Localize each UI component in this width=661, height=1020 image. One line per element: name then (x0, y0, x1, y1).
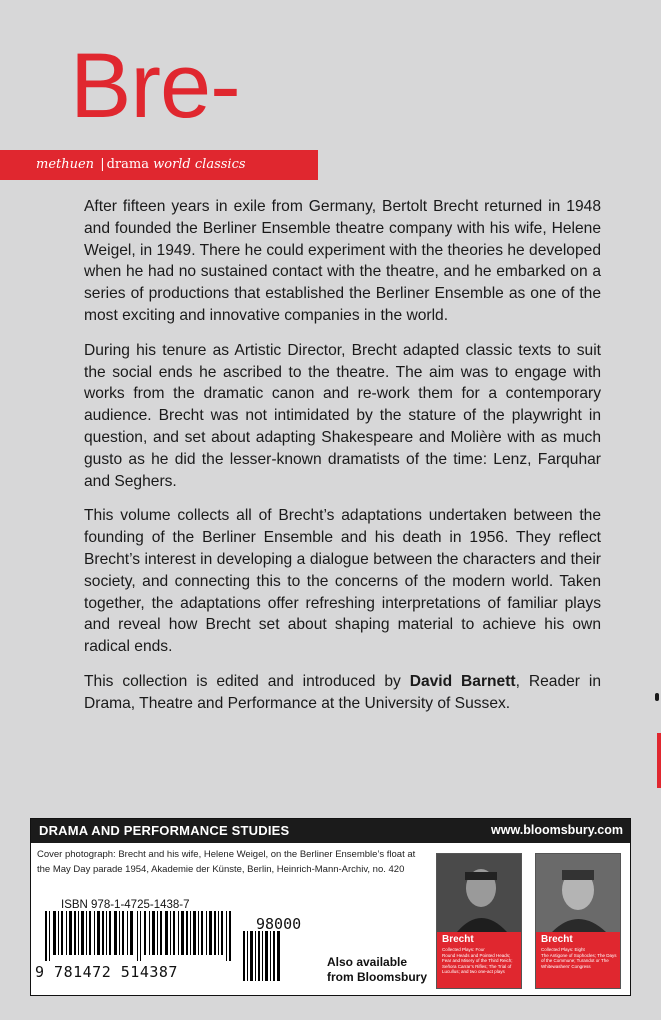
related-book-title: Brecht (442, 934, 474, 945)
book-cover-photo (437, 854, 521, 932)
related-book-cover[interactable] (535, 853, 621, 989)
editor-name: David Barnett (409, 672, 516, 690)
book-title: Bre- (70, 35, 240, 137)
barcode-digits: 9 781472 514387 (35, 963, 178, 981)
related-book-subtitle (541, 947, 617, 969)
blurb (84, 196, 601, 728)
edge-dot (655, 693, 659, 701)
portrait-image (437, 854, 521, 932)
publisher-website[interactable]: www.bloomsbury.com (491, 823, 623, 837)
related-book-subtitle (442, 947, 518, 975)
book-cover-photo (536, 854, 620, 932)
blurb-paragraph: After fifteen years in exile from Germany, Bertolt Brecht returned in 1948 and founded the Berliner Ensemble theatre company with his wife, Helene Weigel, in 1949. There he could experiment with the theories he developed when he had no sustained contact with the theatre, and he embarked on a series of productions that established the Berliner Ensemble as one of the most exciting and innovative companies in the world. (84, 198, 601, 324)
series-label (36, 157, 246, 172)
photo-credit: Cover photograph: Brecht and his wife, Helene Weigel, on the Berliner Ensemble’s float at the May Day parade 1954, Akademie der Künste, Berlin, Heinrich-Mann-Archiv, no. 420 (37, 849, 416, 875)
editor-affiliation: , Reader in Drama, Theatre and Performance at the University of Sussex. (84, 672, 601, 712)
editor-paragraph (84, 671, 601, 715)
editor-intro: This collection is edited and introduced by (84, 672, 410, 690)
series-drama: drama (106, 157, 149, 172)
back-cover-footer (30, 818, 631, 996)
category-label: DRAMA AND PERFORMANCE STUDIES (39, 823, 290, 838)
series-publisher: methuen (36, 157, 95, 172)
edge-mark (655, 693, 661, 793)
price-barcode (243, 931, 283, 981)
related-book-plays: The Antigone of Sophocles; The Days of the Commune; Turandot or The Whitewashers’ Congress (541, 952, 617, 969)
related-book-cover[interactable] (436, 853, 522, 989)
category-bar (31, 819, 630, 843)
series-separator: | (100, 157, 105, 172)
related-book-plays: Round Heads and Pointed Heads; Fear and Misery of the Third Reich; Señora Carrar’s Rifles; The Trial of Lucullus; and two one-act plays (442, 952, 513, 974)
portrait-image (536, 854, 620, 932)
blurb-paragraph: During his tenure as Artistic Director, Brecht adapted classic texts to suit the social ends he ascribed to the theatre. The aim was to engage with works from the dramatic canon and re-work them for a contemporary audience. Brecht was not intimidated by the stature of the playwright in question, and set about adapting Shakespeare and Molière with as much gusto as he did the lesser-known dramatists of the time: Lenz, Farquhar and Seghers. (84, 341, 601, 490)
series-line: world classics (153, 157, 246, 172)
price-code: 98000 (256, 915, 302, 933)
edge-red-strip (657, 733, 661, 788)
isbn: ISBN 978-1-4725-1438-7 (61, 899, 190, 911)
related-book-volume: Collected Plays: Eight (541, 947, 585, 952)
blurb-paragraph: This volume collects all of Brecht’s adaptations undertaken between the founding of the Berliner Ensemble and his death in 1956. They reflect Brecht’s interest in developing a dialogue between the characters and their society, and connecting this to the concerns of the modern world. Taken together, the adaptations offer refreshing interpretations of familiar plays and reveal how Brecht set about shaping material to achieve his own radical ends. (84, 507, 601, 656)
series-band (0, 150, 318, 180)
also-available (327, 955, 427, 985)
related-book-title: Brecht (541, 934, 573, 945)
related-book-volume: Collected Plays: Four (442, 947, 485, 952)
isbn-barcode (45, 911, 240, 961)
also-available-line: Also available (327, 955, 408, 969)
from-publisher-line: from Bloomsbury (327, 970, 428, 984)
